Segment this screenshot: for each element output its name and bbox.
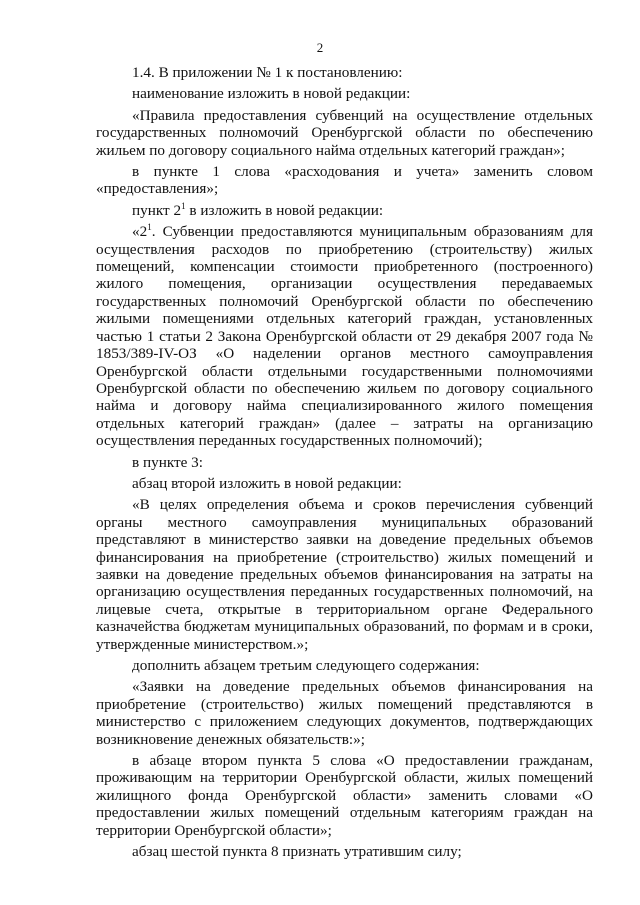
- paragraph-text: пункт 2: [132, 201, 182, 219]
- paragraph: дополнить абзацем третьим следующего содержания:: [132, 657, 480, 674]
- paragraph: [96, 223, 593, 449]
- superscript: 1: [181, 200, 186, 211]
- paragraph: абзац шестой пункта 8 признать утратившим силу;: [132, 843, 462, 861]
- paragraph: [96, 202, 593, 219]
- document-body: [96, 64, 593, 860]
- paragraph: в абзаце втором пункта 5 слова «О предоставлении гражданам, проживающим на территории Оренбургской области, жилых помещений жилищного фонда Оренбургской области» заменить словами «О предоставлении жилых помещений отдельным категориям граждан на территории Оренбургской области»;: [96, 752, 593, 839]
- superscript: 1: [147, 222, 152, 233]
- paragraph: «Правила предоставления субвенций на осуществление отдельных государственных полномочий Оренбургской области по обеспечению жильем по договору социального найма отдельных категорий граждан»;: [96, 106, 593, 159]
- paragraph: «В целях определения объема и сроков перечисления субвенций органы местного самоуправления муниципальных образований представляют в министерство заявки на доведение предельных объемов финансирования на приобретение (строительство) жилых помещений и заявки на доведение предельных объемов финансирования на затраты на организацию осуществления переданных государственных полномочий, на лицевые счета, открытые в территориальном органе Федерального казначейства бюджетам муниципальных образований, по формам и в сроки, утвержденные министерством.»;: [96, 496, 593, 653]
- paragraph: абзац второй изложить в новой редакции:: [132, 474, 402, 492]
- paragraph-text: «2: [132, 223, 148, 241]
- paragraph: «Заявки на доведение предельных объемов финансирования на приобретение (строительство) жилых помещений представляются в министерство с приложением следующих документов, подтверждающих возникновение денежных обязательств:»;: [96, 678, 593, 748]
- paragraph: наименование изложить в новой редакции:: [132, 85, 411, 103]
- page-number: 2: [316, 40, 324, 55]
- paragraph: в пункте 1 слова «расходования и учета» заменить словом «предоставления»;: [96, 163, 593, 198]
- paragraph-text: . Субвенции предоставляются муниципальным образованиям для осуществления расходов по приобретению (строительству) жилых помещений, компенсации стоимости приобретенного (построенного) жилого помещения, организации осуществления передаваемых государственных полномочий Оренбургской области по обеспечению жилыми помещениями отдельных категорий граждан, установленных частью 1 статьи 2 Закона Оренбургской области от 29 декабря 2007 года № 1853/389-IV-ОЗ «О наделении органов местного самоуправления Оренбургской области отдельными государственными полномочиями Оренбургской области по обеспечению жильем по договору социального найма и договору найма специализированного жилого помещения отдельных категорий граждан» (далее – затраты на организацию осуществления переданных государственных полномочий);: [96, 223, 593, 450]
- paragraph: в пункте 3:: [132, 453, 203, 471]
- paragraph-text: в изложить в новой редакции:: [185, 201, 384, 219]
- paragraph: 1.4. В приложении № 1 к постановлению:: [132, 64, 403, 81]
